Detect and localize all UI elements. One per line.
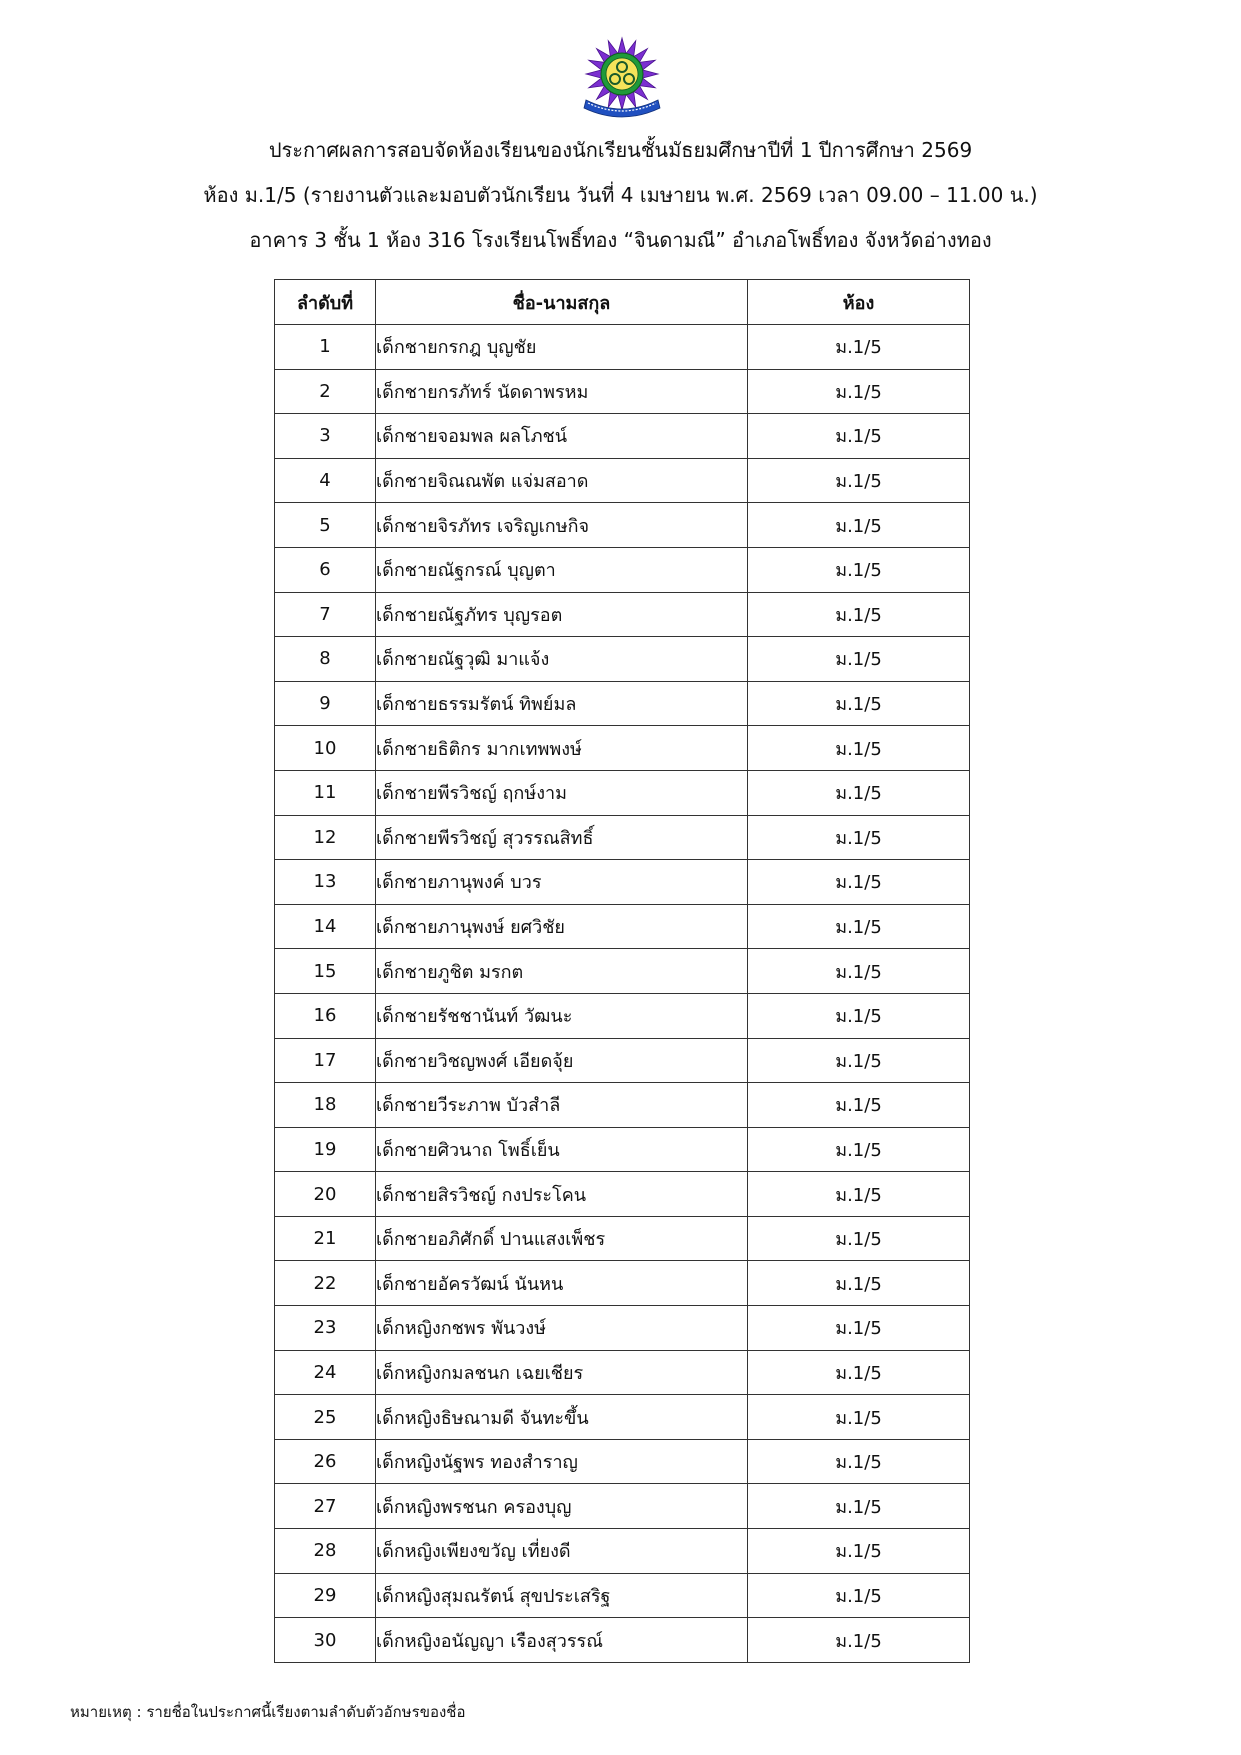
room-cell: ม.1/5 [748, 1618, 970, 1663]
room-cell: ม.1/5 [748, 325, 970, 370]
table-row [275, 1439, 970, 1484]
room-cell: ม.1/5 [748, 860, 970, 905]
student-name-cell: เด็กหญิงอนัญญา เรืองสุวรรณ์ [376, 1618, 748, 1663]
announcement-location: อาคาร 3 ชั้น 1 ห้อง 316 โรงเรียนโพธิ์ทอง “จินดามณี” อำเภอโพธิ์ทอง จังหวัดอ่างทอง [249, 228, 992, 252]
room-cell: ม.1/5 [748, 726, 970, 771]
room-cell: ม.1/5 [748, 1216, 970, 1261]
student-name-cell: เด็กชายธรรมรัตน์ ทิพย์มล [376, 681, 748, 726]
emblem-petal [642, 70, 658, 79]
row-number-cell: 23 [275, 1306, 376, 1351]
table-row [275, 1306, 970, 1351]
table-row [275, 1350, 970, 1395]
room-cell: ม.1/5 [748, 1573, 970, 1618]
school-emblem-icon [580, 34, 664, 124]
student-roster-table [274, 279, 970, 1663]
row-number-cell: 29 [275, 1573, 376, 1618]
table-row [275, 1038, 970, 1083]
table-row [275, 1083, 970, 1128]
row-number-cell: 11 [275, 770, 376, 815]
table-body [275, 325, 970, 1663]
student-name-cell: เด็กชายพีรวิชญ์ สุวรรณสิทธิ์ [376, 815, 748, 860]
table-header-row [275, 280, 970, 325]
student-name-cell: เด็กชายอัครวัฒน์ นันหน [376, 1261, 748, 1306]
announcement-title: ประกาศผลการสอบจัดห้องเรียนของนักเรียนชั้นมัธยมศึกษาปีที่ 1 ปีการศึกษา 2569 [268, 138, 973, 162]
room-cell: ม.1/5 [748, 1395, 970, 1440]
table-row [275, 1172, 970, 1217]
row-number-cell: 24 [275, 1350, 376, 1395]
table-row [275, 1618, 970, 1663]
table-row [275, 1127, 970, 1172]
room-cell: ม.1/5 [748, 1172, 970, 1217]
student-name-cell: เด็กชายพีรวิชญ์ ฤกษ์งาม [376, 770, 748, 815]
room-cell: ม.1/5 [748, 1529, 970, 1574]
row-number-cell: 8 [275, 637, 376, 682]
column-header-name: ชื่อ-นามสกุล [376, 280, 748, 325]
row-number-cell: 9 [275, 681, 376, 726]
table-row [275, 904, 970, 949]
table-row [275, 1216, 970, 1261]
row-number-cell: 17 [275, 1038, 376, 1083]
row-number-cell: 30 [275, 1618, 376, 1663]
row-number-cell: 18 [275, 1083, 376, 1128]
student-name-cell: เด็กชายจอมพล ผลโภชน์ [376, 414, 748, 459]
student-name-cell: เด็กหญิงสุมณรัตน์ สุขประเสริฐ [376, 1573, 748, 1618]
student-name-cell: เด็กชายรัชชานันท์ วัฒนะ [376, 993, 748, 1038]
student-name-cell: เด็กหญิงธิษณามดี จันทะขึ้น [376, 1395, 748, 1440]
student-name-cell: เด็กชายภานุพงษ์ ยศวิชัย [376, 904, 748, 949]
row-number-cell: 21 [275, 1216, 376, 1261]
room-cell: ม.1/5 [748, 547, 970, 592]
row-number-cell: 27 [275, 1484, 376, 1529]
row-number-cell: 19 [275, 1127, 376, 1172]
row-number-cell: 7 [275, 592, 376, 637]
room-cell: ม.1/5 [748, 681, 970, 726]
room-cell: ม.1/5 [748, 949, 970, 994]
row-number-cell: 12 [275, 815, 376, 860]
table-row [275, 770, 970, 815]
table-row [275, 726, 970, 771]
table-row [275, 503, 970, 548]
student-name-cell: เด็กชายธิติกร มากเทพพงษ์ [376, 726, 748, 771]
table-row [275, 1484, 970, 1529]
row-number-cell: 5 [275, 503, 376, 548]
row-number-cell: 16 [275, 993, 376, 1038]
emblem-petal [586, 70, 602, 79]
table-row [275, 1573, 970, 1618]
row-number-cell: 28 [275, 1529, 376, 1574]
emblem-petal [618, 38, 627, 54]
student-name-cell: เด็กชายภูชิต มรกต [376, 949, 748, 994]
room-cell: ม.1/5 [748, 1439, 970, 1484]
row-number-cell: 2 [275, 369, 376, 414]
table-row [275, 458, 970, 503]
room-cell: ม.1/5 [748, 770, 970, 815]
table-row [275, 815, 970, 860]
table-row [275, 1529, 970, 1574]
student-name-cell: เด็กชายณัฐภัทร บุญรอต [376, 592, 748, 637]
emblem-petal [618, 94, 627, 110]
room-cell: ม.1/5 [748, 637, 970, 682]
row-number-cell: 14 [275, 904, 376, 949]
footnote: หมายเหตุ : รายชื่อในประกาศนี้เรียงตามลำดับตัวอักษรของชื่อ [70, 1703, 466, 1721]
table-row [275, 860, 970, 905]
room-cell: ม.1/5 [748, 369, 970, 414]
student-name-cell: เด็กชายอภิศักดิ์ ปานแสงเพ็ชร [376, 1216, 748, 1261]
room-cell: ม.1/5 [748, 1350, 970, 1395]
room-cell: ม.1/5 [748, 904, 970, 949]
student-name-cell: เด็กชายวีระภาพ บัวสำลี [376, 1083, 748, 1128]
room-cell: ม.1/5 [748, 1127, 970, 1172]
row-number-cell: 6 [275, 547, 376, 592]
room-cell: ม.1/5 [748, 993, 970, 1038]
student-name-cell: เด็กหญิงกชพร พันวงษ์ [376, 1306, 748, 1351]
student-name-cell: เด็กชายกรภัทร์ นัดดาพรหม [376, 369, 748, 414]
student-name-cell: เด็กหญิงกมลชนก เฉยเชียร [376, 1350, 748, 1395]
room-cell: ม.1/5 [748, 1261, 970, 1306]
table-row [275, 1261, 970, 1306]
table-row [275, 592, 970, 637]
row-number-cell: 26 [275, 1439, 376, 1484]
table-row [275, 369, 970, 414]
table-row [275, 993, 970, 1038]
column-header-no: ลำดับที่ [275, 280, 376, 325]
table-row [275, 637, 970, 682]
row-number-cell: 3 [275, 414, 376, 459]
table-row [275, 681, 970, 726]
room-cell: ม.1/5 [748, 458, 970, 503]
student-name-cell: เด็กชายจิรภัทร เจริญเกษกิจ [376, 503, 748, 548]
room-cell: ม.1/5 [748, 815, 970, 860]
room-cell: ม.1/5 [748, 414, 970, 459]
row-number-cell: 1 [275, 325, 376, 370]
room-cell: ม.1/5 [748, 503, 970, 548]
row-number-cell: 13 [275, 860, 376, 905]
room-cell: ม.1/5 [748, 1083, 970, 1128]
student-name-cell: เด็กชายสิรวิชญ์ กงประโคน [376, 1172, 748, 1217]
student-name-cell: เด็กหญิงเพียงขวัญ เที่ยงดี [376, 1529, 748, 1574]
student-name-cell: เด็กชายกรกฎ บุญชัย [376, 325, 748, 370]
student-name-cell: เด็กชายศิวนาถ โพธิ์เย็น [376, 1127, 748, 1172]
table-row [275, 414, 970, 459]
table-row [275, 949, 970, 994]
table-row [275, 325, 970, 370]
student-name-cell: เด็กชายวิชญพงศ์ เอียดจุ้ย [376, 1038, 748, 1083]
room-cell: ม.1/5 [748, 592, 970, 637]
row-number-cell: 22 [275, 1261, 376, 1306]
row-number-cell: 4 [275, 458, 376, 503]
room-cell: ม.1/5 [748, 1484, 970, 1529]
column-header-room: ห้อง [748, 280, 970, 325]
row-number-cell: 25 [275, 1395, 376, 1440]
student-name-cell: เด็กชายจิณณพัต แจ่มสอาด [376, 458, 748, 503]
row-number-cell: 15 [275, 949, 376, 994]
row-number-cell: 10 [275, 726, 376, 771]
announcement-room-schedule: ห้อง ม.1/5 (รายงานตัวและมอบตัวนักเรียน วันที่ 4 เมษายน พ.ศ. 2569 เวลา 09.00 – 11.00 น.) [203, 183, 1038, 207]
room-cell: ม.1/5 [748, 1306, 970, 1351]
student-name-cell: เด็กชายณัฐกรณ์ บุญตา [376, 547, 748, 592]
table-row [275, 1395, 970, 1440]
student-name-cell: เด็กหญิงพรชนก ครองบุญ [376, 1484, 748, 1529]
student-name-cell: เด็กชายภานุพงค์ บวร [376, 860, 748, 905]
row-number-cell: 20 [275, 1172, 376, 1217]
room-cell: ม.1/5 [748, 1038, 970, 1083]
student-name-cell: เด็กหญิงนัฐพร ทองสำราญ [376, 1439, 748, 1484]
student-name-cell: เด็กชายณัฐวุฒิ มาแจ้ง [376, 637, 748, 682]
table-row [275, 547, 970, 592]
